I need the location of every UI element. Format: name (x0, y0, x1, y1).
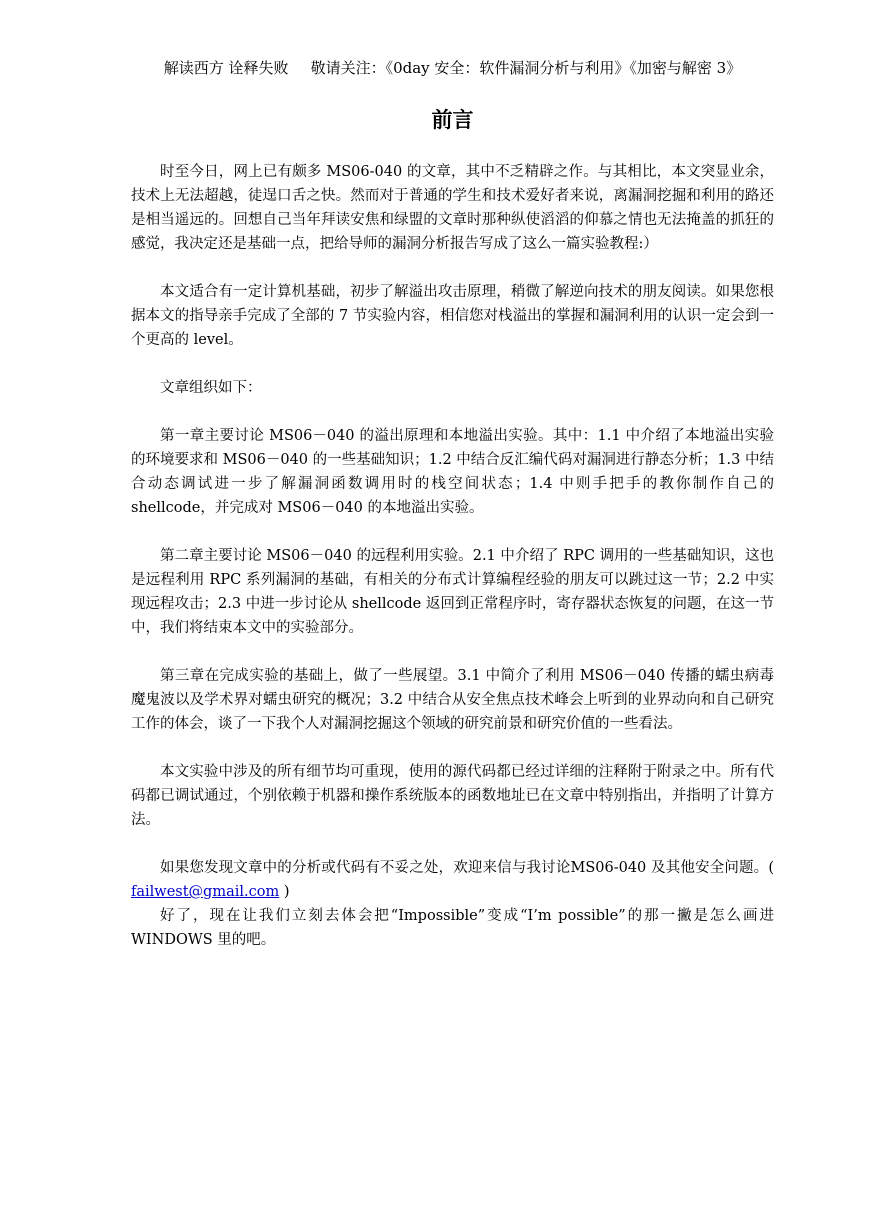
paragraph-chapter-1: 第一章主要讨论 MS06－040 的溢出原理和本地溢出实验。其中：1.1 中介绍了本地溢出实验的环境要求和 MS06－040 的一些基础知识；1.2 中结合反汇编代码对漏洞进行静态分析；1.3 中结合动态调试进一步了解漏洞函数调用时的栈空间状态；1.4 中则手把手的教你制作自己的 shellcode，并完成对 MS06－040 的本地溢出实验。 (131, 428, 774, 516)
contact-close: ) (283, 884, 290, 900)
email-link[interactable]: failwest@gmail.com (131, 884, 280, 900)
paragraph-contact (131, 856, 774, 904)
running-header (131, 58, 774, 78)
paragraph-closing: 好了，现在让我们立刻去体会把“Impossible”变成“I’m possible”的那一撇是怎么画进 WINDOWS 里的吧。 (131, 908, 774, 948)
paragraph-intro: 时至今日，网上已有颇多 MS06-040 的文章，其中不乏精辟之作。与其相比，本文突显业余，技术上无法超越，徒逞口舌之快。然而对于普通的学生和技术爱好者来说，离漏洞挖掘和利用的路还是相当遥远的。回想自己当年拜读安焦和绿盟的文章时那种纵使滔滔的仰慕之情也无法掩盖的抓狂的感觉，我决定还是基础一点，把给导师的漏洞分析报告写成了这么一篇实验教程:） (131, 164, 774, 252)
paragraph-chapter-3: 第三章在完成实验的基础上，做了一些展望。3.1 中简介了利用 MS06－040 传播的蠕虫病毒魔鬼波以及学术界对蠕虫研究的概况；3.2 中结合从安全焦点技术峰会上听到的业界动向和自己研究工作的体会，谈了一下我个人对漏洞挖掘这个领域的研究前景和研究价值的一些看法。 (131, 668, 774, 732)
paragraph-chapter-2: 第二章主要讨论 MS06－040 的远程利用实验。2.1 中介绍了 RPC 调用的一些基础知识，这也是远程利用 RPC 系列漏洞的基础，有相关的分布式计算编程经验的朋友可以跳过这一节；2.2 中实现远程攻击；2.3 中进一步讨论从 shellcode 返回到正常程序时，寄存器状态恢复的问题，在这一节中，我们将结束本文中的实验部分。 (131, 548, 774, 636)
paragraph-organization: 文章组织如下： (160, 380, 262, 396)
document-page (131, 58, 774, 952)
header-right: 敬请关注：《0day 安全：软件漏洞分析与利用》《加密与解密 3》 (310, 59, 742, 77)
header-left: 解读西方 诠释失败 (163, 59, 289, 77)
paragraph-reproducibility: 本文实验中涉及的所有细节均可重现，使用的源代码都已经过详细的注释附于附录之中。所有代码都已调试通过，个别依赖于机器和操作系统版本的函数地址已在文章中特别指出，并指明了计算方法。 (131, 764, 774, 828)
page-title: 前言 (431, 108, 474, 132)
contact-text: 如果您发现文章中的分析或代码有不妥之处，欢迎来信与我讨论MS06-040 及其他安全问题。( (160, 860, 774, 876)
paragraph-audience: 本文适合有一定计算机基础，初步了解溢出攻击原理，稍微了解逆向技术的朋友阅读。如果您根据本文的指导亲手完成了全部的 7 节实验内容，相信您对栈溢出的掌握和漏洞利用的认识一定会到一个更高的 level。 (131, 284, 774, 348)
